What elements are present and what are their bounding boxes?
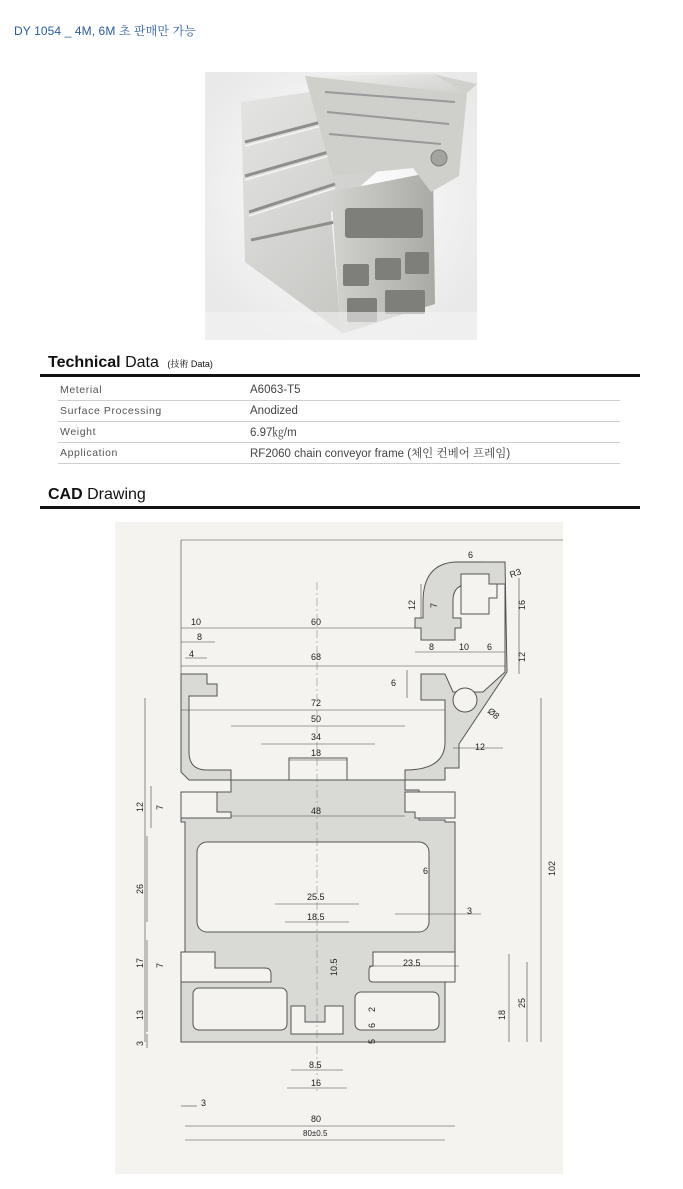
dim-label: 16	[517, 599, 527, 610]
dim-label: 17	[135, 957, 145, 968]
dim-label: 3	[201, 1098, 207, 1108]
cad-title-bold: CAD	[48, 486, 83, 503]
dim-label: 8	[197, 632, 203, 642]
product-photo	[205, 72, 477, 340]
dim-label: 6	[487, 642, 493, 652]
dim-label: 18.5	[307, 912, 325, 922]
dim-label: 72	[311, 698, 322, 708]
dim-label: 12	[407, 599, 417, 610]
dim-label: 48	[311, 806, 322, 816]
dim-label: 12	[475, 742, 486, 752]
dim-label: 26	[135, 883, 145, 894]
dim-label: 7	[155, 962, 165, 968]
dim-label: 10	[191, 617, 202, 627]
cad-drawing	[115, 522, 563, 1174]
dim-label: Ø8	[485, 705, 502, 722]
spec-value: 6.97㎏/m	[248, 422, 620, 443]
dim-label: 3	[135, 1040, 145, 1046]
dim-label: 8	[429, 642, 435, 652]
table-row	[58, 401, 620, 422]
dim-label: 60	[311, 617, 322, 627]
spec-key: Surface Processing	[58, 401, 248, 422]
table-row	[58, 422, 620, 443]
cad-drawing-heading	[40, 486, 640, 509]
dim-label: 12	[135, 801, 145, 812]
dim-label: 34	[311, 732, 322, 742]
dim-label: 102	[547, 860, 557, 876]
dim-label: 18	[311, 748, 322, 758]
spec-value: A6063-T5	[248, 380, 620, 401]
dim-label: 3	[467, 906, 473, 916]
table-row	[58, 380, 620, 401]
dim-label: 6	[391, 678, 397, 688]
dim-label: 5	[367, 1038, 377, 1044]
dim-label: 4	[189, 649, 195, 659]
dim-label: 13	[135, 1009, 145, 1020]
dim-label: 23.5	[403, 958, 421, 968]
dim-label: 68	[311, 652, 322, 662]
dim-label: R3	[508, 566, 523, 580]
dim-label: 10	[459, 642, 470, 652]
cad-title-normal: Drawing	[87, 486, 146, 503]
page-title: DY 1054 _ 4M, 6M 초 판매만 가능	[14, 24, 196, 38]
table-row	[58, 443, 620, 464]
dim-label: 50	[311, 714, 322, 724]
dim-label: 25	[517, 997, 527, 1008]
technical-title-small: (技術 Data)	[167, 359, 213, 369]
technical-title-bold: Technical	[48, 354, 121, 371]
spec-key: Weight	[58, 422, 248, 443]
dim-label: 6	[423, 866, 429, 876]
dim-label: 18	[497, 1009, 507, 1020]
dim-label: 80±0.5	[303, 1129, 328, 1138]
technical-data-table	[58, 380, 620, 464]
spec-value: Anodized	[248, 401, 620, 422]
dim-label: 10.5	[329, 958, 339, 976]
dim-label: 25.5	[307, 892, 325, 902]
technical-title-normal: Data	[125, 354, 159, 371]
dim-label: 8.5	[309, 1060, 322, 1070]
dim-label: 6	[468, 550, 474, 560]
dim-label: 16	[311, 1078, 322, 1088]
dim-label: 12	[517, 651, 527, 662]
technical-data-heading	[40, 354, 640, 377]
dim-label: 80	[311, 1114, 322, 1124]
dim-label: 7	[429, 602, 439, 608]
spec-key: Application	[58, 443, 248, 464]
dim-label: 2	[367, 1006, 377, 1012]
spec-value: RF2060 chain conveyor frame (체인 컨베어 프레임)	[248, 443, 620, 464]
dim-label: 7	[155, 804, 165, 810]
spec-key: Meterial	[58, 380, 248, 401]
dim-label: 6	[367, 1022, 377, 1028]
